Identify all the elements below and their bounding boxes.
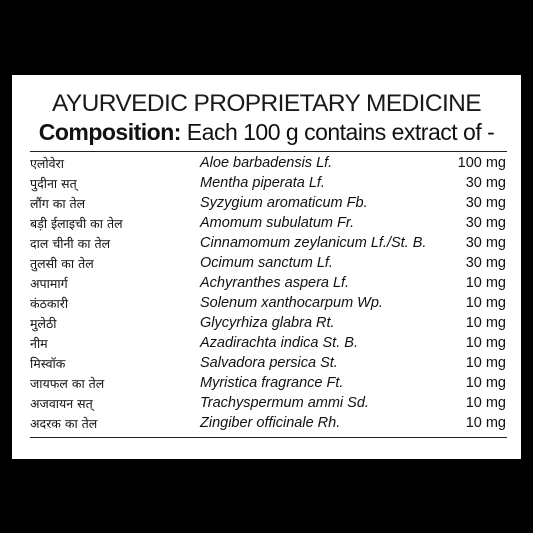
ingredient-quantity: 100 mg bbox=[457, 155, 506, 171]
ingredient-botanical-name: Achyranthes aspera Lf. bbox=[200, 275, 350, 291]
ingredient-row bbox=[30, 314, 507, 334]
ingredient-row bbox=[30, 394, 507, 414]
ingredient-quantity: 30 mg bbox=[465, 215, 506, 231]
ingredient-hindi-name: मिस्वॉक bbox=[30, 356, 66, 371]
top-divider bbox=[30, 151, 507, 152]
ingredient-hindi-name: दाल चीनी का तेल bbox=[30, 236, 111, 251]
ingredient-row bbox=[30, 354, 507, 374]
ingredient-botanical-name: Solenum xanthocarpum Wp. bbox=[200, 295, 383, 311]
ingredient-row bbox=[30, 234, 507, 254]
composition-heading bbox=[12, 119, 521, 146]
ingredient-row bbox=[30, 254, 507, 274]
ingredient-hindi-name: अदरक का तेल bbox=[30, 416, 98, 431]
ingredient-quantity: 30 mg bbox=[465, 235, 506, 251]
ingredient-hindi-name: कंठकारी bbox=[30, 296, 69, 311]
ingredient-botanical-name: Amomum subulatum Fr. bbox=[200, 215, 355, 231]
ingredient-hindi-name: एलोवेरा bbox=[30, 156, 64, 171]
ingredient-hindi-name: नीम bbox=[30, 336, 48, 351]
ingredient-quantity: 10 mg bbox=[465, 295, 506, 311]
ingredient-quantity: 30 mg bbox=[465, 255, 506, 271]
ingredient-row bbox=[30, 414, 507, 434]
ingredient-quantity: 10 mg bbox=[465, 415, 506, 431]
ingredient-quantity: 10 mg bbox=[465, 335, 506, 351]
page-title: AYURVEDIC PROPRIETARY MEDICINE bbox=[52, 90, 481, 117]
ingredient-row bbox=[30, 214, 507, 234]
ingredient-botanical-name: Zingiber officinale Rh. bbox=[200, 415, 341, 431]
ingredient-botanical-name: Salvadora persica St. bbox=[200, 355, 338, 371]
ingredient-quantity: 10 mg bbox=[465, 275, 506, 291]
composition-label bbox=[12, 75, 521, 459]
ingredient-botanical-name: Glycyrhiza glabra Rt. bbox=[200, 315, 335, 331]
ingredient-botanical-name: Myristica fragrance Ft. bbox=[200, 375, 344, 391]
ingredient-quantity: 30 mg bbox=[465, 175, 506, 191]
ingredient-botanical-name: Aloe barbadensis Lf. bbox=[200, 155, 333, 171]
ingredient-list bbox=[30, 154, 507, 434]
ingredient-quantity: 10 mg bbox=[465, 375, 506, 391]
ingredient-quantity: 30 mg bbox=[465, 195, 506, 211]
ingredient-hindi-name: अजवायन सत् bbox=[30, 396, 93, 411]
ingredient-row bbox=[30, 334, 507, 354]
bottom-divider bbox=[30, 437, 507, 438]
ingredient-hindi-name: अपामार्ग bbox=[30, 276, 68, 291]
ingredient-row bbox=[30, 174, 507, 194]
ingredient-hindi-name: मुलेठी bbox=[30, 316, 57, 331]
ingredient-botanical-name: Mentha piperata Lf. bbox=[200, 175, 325, 191]
ingredient-botanical-name: Syzygium aromaticum Fb. bbox=[200, 195, 368, 211]
ingredient-row bbox=[30, 154, 507, 174]
ingredient-hindi-name: पुदीना सत् bbox=[30, 176, 77, 191]
ingredient-quantity: 10 mg bbox=[465, 315, 506, 331]
ingredient-botanical-name: Azadirachta indica St. B. bbox=[200, 335, 358, 351]
ingredient-hindi-name: बड़ी ईलाइची का तेल bbox=[30, 216, 123, 231]
ingredient-hindi-name: जायफल का तेल bbox=[30, 376, 105, 391]
ingredient-hindi-name: तुलसी का तेल bbox=[30, 256, 94, 271]
ingredient-row bbox=[30, 374, 507, 394]
ingredient-quantity: 10 mg bbox=[465, 395, 506, 411]
ingredient-botanical-name: Ocimum sanctum Lf. bbox=[200, 255, 333, 271]
ingredient-hindi-name: लौंग का तेल bbox=[30, 196, 86, 211]
composition-label-text: Composition: bbox=[38, 119, 181, 145]
ingredient-botanical-name: Trachyspermum ammi Sd. bbox=[200, 395, 369, 411]
ingredient-row bbox=[30, 294, 507, 314]
ingredient-botanical-name: Cinnamomum zeylanicum Lf./St. B. bbox=[200, 235, 427, 251]
composition-text: Each 100 g contains extract of - bbox=[180, 119, 495, 145]
ingredient-row bbox=[30, 194, 507, 214]
ingredient-row bbox=[30, 274, 507, 294]
ingredient-quantity: 10 mg bbox=[465, 355, 506, 371]
